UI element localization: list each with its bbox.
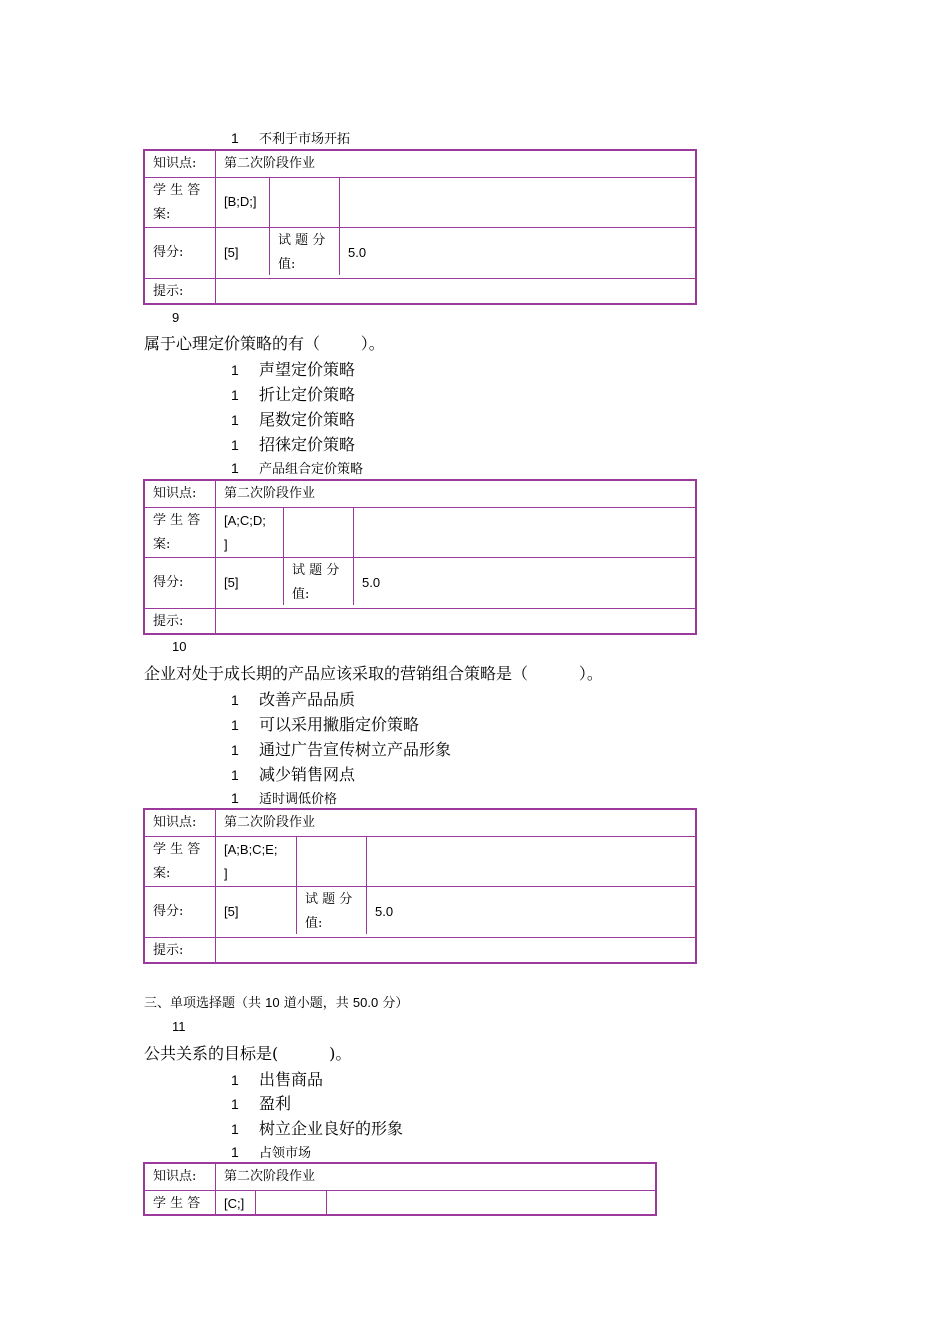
question-number: 10: [172, 639, 187, 654]
knowledge-label: 知识点:: [153, 486, 197, 501]
question-number: 9: [172, 310, 180, 325]
student-answer: [B;D;]: [224, 194, 257, 209]
student-answer-line2: ]: [224, 537, 228, 552]
q11-option-3: 1 树立企业良好的形象: [231, 1119, 404, 1138]
question-stem: 公共关系的目标是( )。: [144, 1044, 352, 1063]
q10-option-4: 1 减少销售网点: [231, 765, 356, 784]
knowledge-label: 知识点:: [153, 1169, 197, 1184]
student-answer-line1: [A;C;D;: [224, 513, 266, 528]
knowledge-label: 知识点:: [153, 156, 197, 171]
question-stem: 企业对处于成长期的产品应该采取的营销组合策略是（ ）。: [144, 664, 603, 683]
score-label: 得分:: [153, 904, 184, 919]
answer-label-line2: 案:: [153, 537, 171, 552]
hint-label: 提示:: [153, 614, 184, 629]
points-label-line2: 值:: [292, 587, 310, 602]
q9-option-1: 1 声望定价策略: [231, 360, 356, 379]
q11-option-4: 1 占领市场: [231, 1144, 312, 1161]
knowledge-value: 第二次阶段作业: [224, 1169, 316, 1184]
student-answer: [C;]: [224, 1196, 245, 1211]
answer-label-line2: 案:: [153, 207, 171, 222]
q11-option-1: 1 出售商品: [231, 1070, 324, 1089]
points-label-line1: 试 题 分: [292, 563, 340, 578]
knowledge-value: 第二次阶段作业: [224, 486, 316, 501]
score-value: [5]: [224, 245, 239, 260]
q9-option-4: 1 招徕定价策略: [231, 435, 356, 454]
points-value: 5.0: [362, 575, 381, 590]
points-value: 5.0: [348, 245, 367, 260]
hint-label: 提示:: [153, 284, 184, 299]
student-answer-line2: ]: [224, 866, 228, 881]
section-heading: 三、单项选择题（共 10 道小题，共 50.0 分）: [144, 995, 409, 1011]
points-label-line1: 试 题 分: [305, 892, 353, 907]
answer-table-q11: [143, 1162, 657, 1216]
score-value: [5]: [224, 575, 239, 590]
answer-label-line1: 学 生 答: [153, 842, 201, 857]
points-label-line2: 值:: [278, 257, 296, 272]
answer-label-line1: 学 生 答: [153, 1196, 201, 1211]
question-number: 11: [172, 1019, 186, 1034]
hint-label: 提示:: [153, 943, 184, 958]
q9-option-5: 1 产品组合定价策略: [231, 460, 364, 477]
answer-table-q8: [143, 149, 697, 305]
q8-option-5: 1 不利于市场开拓: [231, 130, 351, 147]
q9-option-2: 1 折让定价策略: [231, 385, 356, 404]
knowledge-value: 第二次阶段作业: [224, 815, 316, 830]
question-stem: 属于心理定价策略的有（ ）。: [144, 334, 385, 353]
q11-option-2: 1 盈利: [231, 1094, 292, 1113]
score-value: [5]: [224, 904, 239, 919]
score-label: 得分:: [153, 575, 184, 590]
q10-option-1: 1 改善产品品质: [231, 690, 356, 709]
knowledge-value: 第二次阶段作业: [224, 156, 316, 171]
points-label-line1: 试 题 分: [278, 233, 326, 248]
answer-label-line2: 案:: [153, 866, 171, 881]
knowledge-label: 知识点:: [153, 815, 197, 830]
student-answer-line1: [A;B;C;E;: [224, 842, 278, 857]
answer-label-line1: 学 生 答: [153, 513, 201, 528]
q10-option-3: 1 通过广告宣传树立产品形象: [231, 740, 452, 759]
q10-option-2: 1 可以采用撇脂定价策略: [231, 715, 420, 734]
answer-label-line1: 学 生 答: [153, 183, 201, 198]
answer-table-q10: [143, 808, 697, 964]
points-label-line2: 值:: [305, 916, 323, 931]
points-value: 5.0: [375, 904, 394, 919]
q9-option-3: 1 尾数定价策略: [231, 410, 356, 429]
score-label: 得分:: [153, 245, 184, 260]
answer-table-q9: [143, 479, 697, 635]
q10-option-5: 1 适时调低价格: [231, 790, 338, 807]
